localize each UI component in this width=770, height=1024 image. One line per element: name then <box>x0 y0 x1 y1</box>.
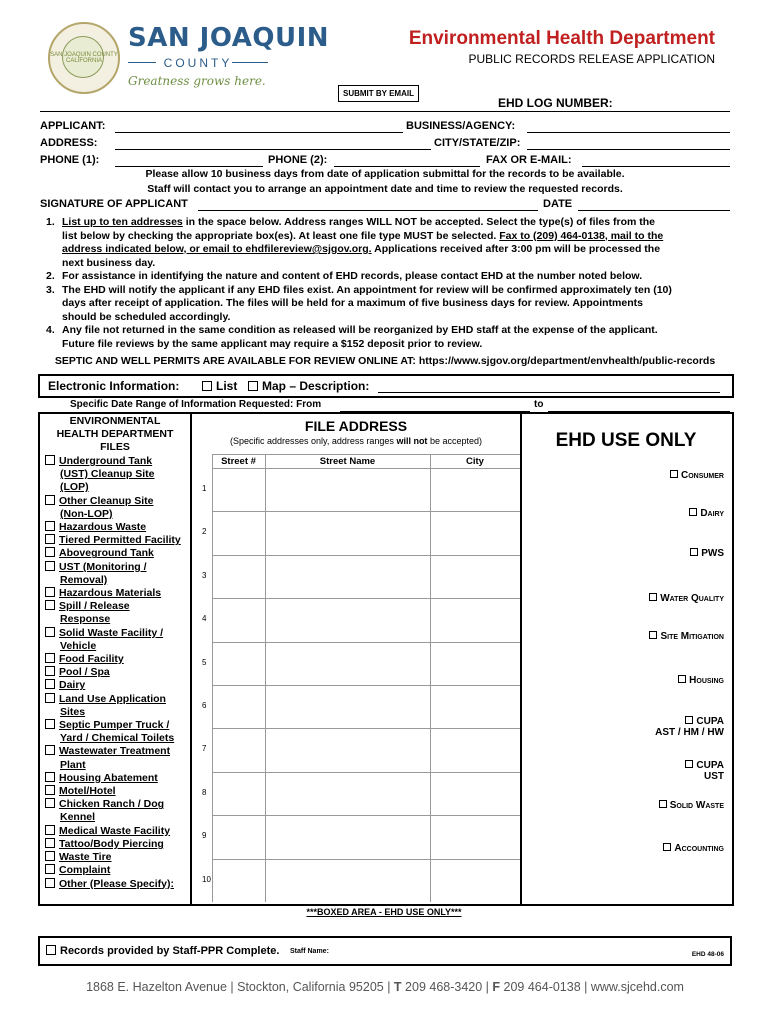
file-type-checkbox[interactable] <box>45 864 55 874</box>
city-field[interactable] <box>431 773 520 814</box>
staff-name-label: Staff Name: <box>290 948 329 955</box>
electronic-info-box <box>38 374 734 398</box>
file-type-checkbox[interactable] <box>45 679 55 689</box>
file-type-checkbox[interactable] <box>45 851 55 861</box>
col-street-number: Street # <box>221 456 256 467</box>
street-number-field[interactable] <box>213 816 265 857</box>
ehd-use-checkbox[interactable] <box>670 470 678 478</box>
file-type-checkbox[interactable] <box>45 521 55 531</box>
file-type-item[interactable]: Tiered Permitted Facility <box>45 534 181 547</box>
street-name-field[interactable] <box>266 512 430 553</box>
file-type-item[interactable]: Solid Waste Facility / <box>45 627 181 640</box>
file-type-item[interactable]: Food Facility <box>45 653 181 666</box>
file-type-checkbox[interactable] <box>45 838 55 848</box>
street-name-field[interactable] <box>266 773 430 814</box>
instruction-1: 1. List up to ten addresses in the space below. Address ranges WILL NOT be accepted. Select the type(s) of files from the list below by checking the appropriate box(es). At least one file type MUST be selected. Fax to (209) 464-0138, mail to the address indicated below, or email to ehdfilereview@sjgov.org. Applications received after 3:00 pm will be processed the next business day. <box>46 216 664 269</box>
phone2-label: PHONE (2): <box>268 154 328 166</box>
ehd-use-item[interactable]: Housing <box>678 675 724 686</box>
file-type-checkbox[interactable] <box>45 455 55 465</box>
street-number-field[interactable] <box>213 512 265 553</box>
file-type-item[interactable]: Wastewater Treatment <box>45 745 181 758</box>
address-field[interactable] <box>115 149 431 150</box>
street-name-field[interactable] <box>266 643 430 684</box>
street-number-field[interactable] <box>213 556 265 597</box>
file-type-item[interactable]: Motel/Hotel <box>45 785 181 798</box>
address-row-number: 1 <box>202 484 207 493</box>
submit-by-email-button[interactable]: SUBMIT BY EMAIL <box>338 85 419 102</box>
staff-complete-option[interactable]: Records provided by Staff-PPR Complete. <box>46 945 279 957</box>
phone1-field[interactable] <box>115 166 263 167</box>
file-type-item[interactable]: Septic Pumper Truck / <box>45 719 181 732</box>
ehd-use-only-title: EHD USE ONLY <box>555 430 697 451</box>
fax-email-label: FAX OR E-MAIL: <box>486 154 572 166</box>
street-name-field[interactable] <box>266 469 430 510</box>
file-type-item-cont: Removal) <box>60 573 108 586</box>
file-type-checkbox[interactable] <box>45 495 55 505</box>
ehd-use-item[interactable]: Site Mitigation <box>649 631 724 642</box>
ehd-use-checkbox[interactable] <box>663 843 671 851</box>
list-checkbox[interactable] <box>202 381 212 391</box>
applicant-label: APPLICANT: <box>40 120 106 132</box>
date-range-label: Specific Date Range of Information Requested: From <box>70 399 322 410</box>
file-type-item[interactable]: Hazardous Materials <box>45 587 181 600</box>
file-type-item[interactable]: Underground Tank <box>45 455 181 468</box>
address-row-number: 8 <box>202 787 207 797</box>
address-row-number: 2 <box>202 527 207 537</box>
ehd-use-checkbox[interactable] <box>678 675 686 683</box>
map-checkbox[interactable] <box>248 381 258 391</box>
file-type-item[interactable]: UST (Monitoring / <box>45 561 181 574</box>
map-description-field[interactable] <box>378 392 720 393</box>
ehd-use-checkbox[interactable] <box>649 631 657 639</box>
form-code: EHD 48-06 <box>691 951 724 958</box>
street-number-field[interactable] <box>213 686 265 727</box>
file-type-checkbox[interactable] <box>45 627 55 637</box>
file-type-checkbox[interactable] <box>45 719 55 729</box>
ehd-log-number-label: EHD LOG NUMBER: <box>498 96 613 110</box>
address-row-number: 10 <box>202 874 211 884</box>
page-subtitle: PUBLIC RECORDS RELEASE APPLICATION <box>468 52 715 66</box>
city-field[interactable] <box>431 860 520 901</box>
file-type-checkbox[interactable] <box>45 547 55 557</box>
ehd-use-item[interactable]: Solid Waste <box>659 800 724 811</box>
logo-tagline: Greatness grows here. <box>128 74 266 88</box>
file-type-item[interactable]: Chicken Ranch / Dog <box>45 798 181 811</box>
street-name-field[interactable] <box>266 599 430 640</box>
ehd-use-item[interactable]: Consumer <box>670 470 724 481</box>
county-seal-icon: SAN JOAQUIN COUNTY CALIFORNIA <box>48 22 120 94</box>
city-field[interactable] <box>431 816 520 857</box>
city-field[interactable] <box>431 599 520 640</box>
notice-line-1: Please allow 10 business days from date of application submittal for the records to be available. <box>145 168 625 180</box>
file-type-item-cont: Vehicle <box>60 639 97 652</box>
files-header: ENVIRONMENTAL HEALTH DEPARTMENT FILES <box>56 415 174 453</box>
ehd-use-item[interactable]: CUPA AST / HM / HW <box>655 716 724 738</box>
street-number-field[interactable] <box>213 860 265 901</box>
street-number-field[interactable] <box>213 469 265 510</box>
file-type-checkbox[interactable] <box>45 745 55 755</box>
file-type-item-cont: (UST) Cleanup Site <box>60 468 155 481</box>
file-type-item-cont: (LOP) <box>60 481 89 494</box>
file-type-item[interactable]: Medical Waste Facility <box>45 825 181 838</box>
signature-label: SIGNATURE OF APPLICANT <box>40 198 188 210</box>
street-number-field[interactable] <box>213 729 265 770</box>
file-address-title: FILE ADDRESS <box>304 418 408 434</box>
ehd-use-item[interactable]: Accounting <box>663 843 724 854</box>
notice-line-2: Staff will contact you to arrange an appointment date and time to review the requested records. <box>147 183 623 195</box>
file-address-note: (Specific addresses only, address ranges will not be accepted) <box>230 436 482 446</box>
address-label: ADDRESS: <box>40 137 98 149</box>
file-type-checkbox[interactable] <box>45 600 55 610</box>
instructions <box>46 216 726 351</box>
date-to-label: to <box>534 399 544 410</box>
signature-field[interactable] <box>198 210 538 211</box>
city-field[interactable] <box>431 469 520 510</box>
city-field[interactable] <box>431 556 520 597</box>
instruction-2: 2. For assistance in identifying the nature and content of EHD records, please contact EHD at the number noted below. <box>46 270 643 282</box>
file-type-item[interactable]: Other Cleanup Site <box>45 495 181 508</box>
file-type-checkbox[interactable] <box>45 534 55 544</box>
phone2-field[interactable] <box>334 166 480 167</box>
file-types-list <box>45 455 181 891</box>
street-name-field[interactable] <box>266 686 430 727</box>
ehd-use-item[interactable]: Water Quality <box>649 593 724 604</box>
col-street-name: Street Name <box>319 456 376 467</box>
file-type-item[interactable]: Complaint <box>45 864 181 877</box>
staff-box <box>38 936 732 966</box>
applicant-field[interactable] <box>115 132 403 133</box>
file-type-checkbox[interactable] <box>45 772 55 782</box>
phone1-label: PHONE (1): <box>40 154 100 166</box>
file-type-item-cont: Plant <box>60 758 86 771</box>
ehd-use-checkbox[interactable] <box>689 508 697 516</box>
file-type-item-cont: Yard / Chemical Toilets <box>60 732 175 745</box>
business-field[interactable] <box>527 132 730 133</box>
city-state-zip-field[interactable] <box>527 149 730 150</box>
logo-county: COUNTY <box>163 56 233 70</box>
file-type-item[interactable]: Dairy <box>45 679 181 692</box>
file-type-item[interactable]: Pool / Spa <box>45 666 181 679</box>
file-type-item-cont: Sites <box>60 705 86 718</box>
file-type-item-cont: Kennel <box>60 811 96 824</box>
ehd-use-checkbox[interactable] <box>685 760 693 768</box>
file-type-item[interactable]: Aboveground Tank <box>45 547 181 560</box>
city-field[interactable] <box>431 643 520 684</box>
file-type-item[interactable]: Spill / Release <box>45 600 181 613</box>
logo-name: SAN JOAQUIN <box>128 23 330 53</box>
electronic-map-option[interactable]: Map – Description: <box>248 379 369 393</box>
file-type-checkbox[interactable] <box>45 798 55 808</box>
address-row-number: 7 <box>202 744 207 754</box>
file-type-checkbox[interactable] <box>45 693 55 703</box>
electronic-info-label: Electronic Information: <box>48 379 180 393</box>
file-type-item[interactable]: Other (Please Specify): <box>45 878 181 891</box>
ehd-use-checkbox[interactable] <box>659 800 667 808</box>
instruction-3: 3. The EHD will notify the applicant if any EHD files exist. An appointment for review will be confirmed approximately ten (10) days after receipt of application. The files will be held for a maximum of five business days for review. Appointments should be scheduled accordingly. <box>46 283 672 323</box>
file-type-item[interactable]: Land Use Application <box>45 693 181 706</box>
address-row-number: 4 <box>202 614 207 624</box>
file-type-checkbox[interactable] <box>45 561 55 571</box>
address-row-number: 6 <box>202 701 207 710</box>
street-number-field[interactable] <box>213 773 265 814</box>
address-row-number: 5 <box>202 657 207 667</box>
file-type-checkbox[interactable] <box>45 666 55 676</box>
city-state-zip-label: CITY/STATE/ZIP: <box>434 137 521 149</box>
electronic-list-option[interactable]: List <box>202 379 237 393</box>
file-type-checkbox[interactable] <box>45 825 55 835</box>
street-number-field[interactable] <box>213 643 265 684</box>
file-type-checkbox[interactable] <box>45 587 55 597</box>
instruction-4: 4. Any file not returned in the same condition as released will be reorganized by EHD staff at the expense of the applicant. Future file reviews by the same applicant may require a $152 deposit prior to review. <box>46 324 658 350</box>
file-type-item[interactable]: Waste Tire <box>45 851 181 864</box>
file-type-item[interactable]: Tattoo/Body Piercing <box>45 838 181 851</box>
file-type-checkbox[interactable] <box>45 878 55 888</box>
ehd-use-checkbox[interactable] <box>690 548 698 556</box>
street-name-field[interactable] <box>266 556 430 597</box>
city-field[interactable] <box>431 686 520 727</box>
street-number-field[interactable] <box>213 599 265 640</box>
fax-email-field[interactable] <box>582 166 730 167</box>
col-city: City <box>466 456 484 467</box>
street-name-field[interactable] <box>266 860 430 901</box>
date-label: DATE <box>543 198 573 210</box>
street-name-field[interactable] <box>266 729 430 770</box>
file-type-item[interactable]: Hazardous Waste <box>45 521 181 534</box>
ehd-use-checkbox[interactable] <box>685 716 693 724</box>
staff-complete-checkbox[interactable] <box>46 945 56 955</box>
business-label: BUSINESS/AGENCY: <box>406 120 516 132</box>
date-field[interactable] <box>578 210 730 211</box>
ehd-use-checkbox[interactable] <box>649 593 657 601</box>
septic-well-notice: SEPTIC AND WELL PERMITS ARE AVAILABLE FOR REVIEW ONLINE AT: https://www.sjgov.org/department/envhealth/public-records <box>54 355 716 367</box>
ehd-use-item[interactable]: Dairy <box>689 508 724 519</box>
file-type-item-cont: Response <box>60 613 111 626</box>
file-type-checkbox[interactable] <box>45 785 55 795</box>
footer: 1868 E. Hazelton Avenue | Stockton, California 95205 | T 209 468-3420 | F 209 464-0138 | www.sjcehd.com <box>86 980 684 994</box>
ehd-use-item[interactable]: CUPA UST <box>685 760 724 782</box>
page-title: Environmental Health Department <box>408 28 715 49</box>
address-row-number: 3 <box>202 570 207 580</box>
ehd-use-item[interactable]: PWS <box>690 548 724 559</box>
street-name-field[interactable] <box>266 816 430 857</box>
file-type-item[interactable]: Housing Abatement <box>45 772 181 785</box>
address-row-number: 9 <box>202 831 207 841</box>
city-field[interactable] <box>431 729 520 770</box>
boxed-area-note: ***BOXED AREA - EHD USE ONLY*** <box>306 907 462 917</box>
city-field[interactable] <box>431 512 520 553</box>
file-type-item-cont: (Non-LOP) <box>60 507 113 520</box>
file-type-checkbox[interactable] <box>45 653 55 663</box>
